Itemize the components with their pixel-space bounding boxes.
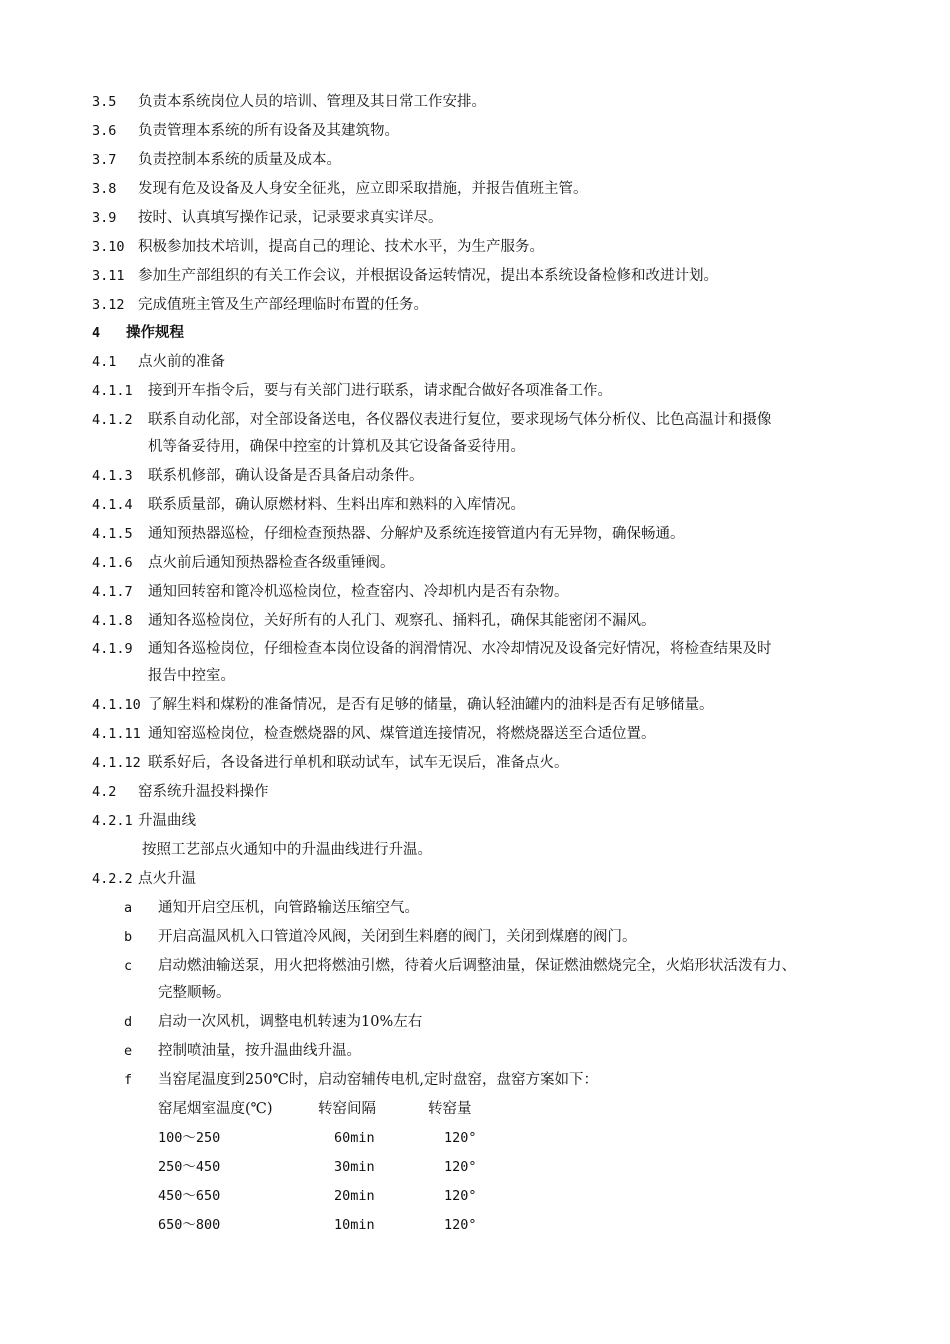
step-b <box>124 927 637 947</box>
table-cell-amount: 120° <box>444 1217 477 1233</box>
clause-4-1 <box>92 352 225 372</box>
section-4-heading <box>92 323 184 343</box>
clause-4-1-2-cont <box>148 437 525 457</box>
step-c-cont <box>158 983 231 1003</box>
clause-text: 接到开车指令后，要与有关部门进行联系，请求配合做好各项准备工作。 <box>148 383 612 399</box>
step-text: 开启高温风机入口管道冷风阀，关闭到生料磨的阀门，关闭到煤磨的阀门。 <box>158 929 637 945</box>
clause-text: 联系自动化部，对全部设备送电，各仪器仪表进行复位，要求现场气体分析仪、比色高温计和摄像 <box>148 412 772 428</box>
clause-text: 完成值班主管及生产部经理临时布置的任务。 <box>138 297 428 313</box>
table-cell-interval: 30min <box>334 1159 375 1175</box>
table-header-temperature: 窑尾烟室温度(℃) <box>158 1101 273 1117</box>
clause-number: 4.1.7 <box>92 584 133 600</box>
clause-4-1-6 <box>92 553 395 573</box>
clause-4-2 <box>92 782 269 802</box>
step-f <box>124 1070 598 1090</box>
step-letter: c <box>124 958 133 974</box>
clause-text: 积极参加技术培训，提高自己的理论、技术水平，为生产服务。 <box>138 239 544 255</box>
clause-4-1-12 <box>92 753 569 773</box>
clause-text: 按时、认真填写操作记录，记录要求真实详尽。 <box>138 210 443 226</box>
clause-text: 联系好后，各设备进行单机和联动试车，试车无误后，准备点火。 <box>148 755 569 771</box>
clause-3-11 <box>92 266 718 286</box>
clause-text: 报告中控室。 <box>148 668 235 684</box>
step-letter: b <box>124 929 133 945</box>
clause-text: 负责本系统岗位人员的培训、管理及其日常工作安排。 <box>138 94 486 110</box>
table-cell-amount: 120° <box>444 1130 477 1146</box>
step-letter: e <box>124 1043 133 1059</box>
clause-4-1-9-cont <box>148 666 235 686</box>
clause-number: 4.1.10 <box>92 697 141 713</box>
clause-number: 4.1.2 <box>92 412 133 428</box>
clause-text: 发现有危及设备及人身安全征兆，应立即采取措施，并报告值班主管。 <box>138 181 588 197</box>
clause-4-1-11 <box>92 724 656 744</box>
clause-text: 了解生料和煤粉的准备情况，是否有足够的储量，确认轻油罐内的油料是否有足够储量。 <box>148 697 714 713</box>
clause-text: 升温曲线 <box>138 813 196 829</box>
table-cell-amount: 120° <box>444 1159 477 1175</box>
table-header-interval: 转窑间隔 <box>318 1101 376 1117</box>
clause-4-1-2 <box>92 410 772 430</box>
clause-number: 4.2.1 <box>92 813 133 829</box>
clause-number: 4.1.4 <box>92 497 133 513</box>
table-cell-interval: 60min <box>334 1130 375 1146</box>
clause-4-1-7 <box>92 582 569 602</box>
clause-text: 点火升温 <box>138 871 196 887</box>
table-cell-temperature: 250～450 <box>158 1159 221 1175</box>
clause-text: 负责管理本系统的所有设备及其建筑物。 <box>138 123 399 139</box>
table-cell-temperature: 650～800 <box>158 1217 221 1233</box>
clause-number: 4.2 <box>92 784 117 800</box>
clause-4-1-4 <box>92 495 525 515</box>
clause-text: 按照工艺部点火通知中的升温曲线进行升温。 <box>142 842 432 858</box>
clause-number: 3.11 <box>92 268 125 284</box>
step-a <box>124 898 419 918</box>
clause-4-2-1 <box>92 811 196 831</box>
clause-number: 4.1.9 <box>92 641 133 657</box>
clause-4-1-9 <box>92 639 772 659</box>
table-cell-interval: 20min <box>334 1188 375 1204</box>
table-cell-temperature: 450～650 <box>158 1188 221 1204</box>
table-cell-amount: 120° <box>444 1188 477 1204</box>
clause-3-10 <box>92 237 544 257</box>
clause-4-2-2 <box>92 869 196 889</box>
clause-text: 负责控制本系统的质量及成本。 <box>138 152 341 168</box>
clause-number: 3.6 <box>92 123 117 139</box>
clause-4-2-1-body <box>142 840 432 860</box>
clause-number: 3.8 <box>92 181 117 197</box>
step-text: 控制喷油量，按升温曲线升温。 <box>158 1043 361 1059</box>
clause-number: 4.1.1 <box>92 383 133 399</box>
clause-number: 4.1 <box>92 354 117 370</box>
clause-text: 点火前后通知预热器检查各级重锤阀。 <box>148 555 395 571</box>
clause-4-1-1 <box>92 381 612 401</box>
table-cell-interval: 10min <box>334 1217 375 1233</box>
step-c <box>124 956 796 976</box>
step-text: 当窑尾温度到250℃时，启动窑辅传电机,定时盘窑，盘窑方案如下： <box>158 1072 599 1088</box>
clause-4-1-3 <box>92 466 424 486</box>
clause-number: 3.5 <box>92 94 117 110</box>
section-title: 操作规程 <box>126 324 184 341</box>
clause-text: 机等备妥待用，确保中控室的计算机及其它设备备妥待用。 <box>148 439 525 455</box>
clause-text: 窑系统升温投料操作 <box>138 784 269 800</box>
clause-number: 4.1.12 <box>92 755 141 771</box>
clause-number: 4.1.6 <box>92 555 133 571</box>
clause-text: 通知各巡检岗位，关好所有的人孔门、观察孔、捅料孔，确保其能密闭不漏风。 <box>148 613 656 629</box>
clause-text: 通知窑巡检岗位，检查燃烧器的风、煤管道连接情况，将燃烧器送至合适位置。 <box>148 726 656 742</box>
step-d <box>124 1012 422 1032</box>
clause-number: 4.1.5 <box>92 526 133 542</box>
clause-number: 4.1.3 <box>92 468 133 484</box>
clause-text: 通知各巡检岗位，仔细检查本岗位设备的润滑情况、水冷却情况及设备完好情况，将检查结果及时 <box>148 641 772 657</box>
clause-3-8 <box>92 179 588 199</box>
table-cell-temperature: 100～250 <box>158 1130 221 1146</box>
clause-number: 4.2.2 <box>92 871 133 887</box>
clause-number: 3.12 <box>92 297 125 313</box>
step-letter: a <box>124 900 133 916</box>
step-text: 通知开启空压机，向管路输送压缩空气。 <box>158 900 419 916</box>
clause-3-9 <box>92 208 443 228</box>
clause-3-7 <box>92 150 341 170</box>
step-e <box>124 1041 361 1061</box>
clause-text: 通知预热器巡检，仔细检查预热器、分解炉及系统连接管道内有无异物，确保畅通。 <box>148 526 685 542</box>
clause-4-1-10 <box>92 695 714 715</box>
step-letter: d <box>124 1014 133 1030</box>
clause-number: 4.1.11 <box>92 726 141 742</box>
clause-number: 3.7 <box>92 152 117 168</box>
clause-3-6 <box>92 121 399 141</box>
clause-number: 3.10 <box>92 239 125 255</box>
clause-text: 联系机修部，确认设备是否具备启动条件。 <box>148 468 424 484</box>
clause-4-1-8 <box>92 611 656 631</box>
clause-number: 4.1.8 <box>92 613 133 629</box>
clause-text: 通知回转窑和篦冷机巡检岗位，检查窑内、冷却机内是否有杂物。 <box>148 584 569 600</box>
step-text: 启动燃油输送泵，用火把将燃油引燃，待着火后调整油量，保证燃油燃烧完全，火焰形状活泼有力、 <box>158 958 796 974</box>
clause-3-12 <box>92 295 428 315</box>
clause-4-1-5 <box>92 524 685 544</box>
table-header-amount: 转窑量 <box>428 1101 472 1117</box>
clause-text: 参加生产部组织的有关工作会议，并根据设备运转情况，提出本系统设备检修和改进计划。 <box>138 268 718 284</box>
clause-number: 3.9 <box>92 210 117 226</box>
section-number: 4 <box>92 325 101 341</box>
clause-text: 点火前的准备 <box>138 354 225 370</box>
step-text: 完整顺畅。 <box>158 985 231 1001</box>
step-text: 启动一次风机，调整电机转速为10%左右 <box>158 1014 423 1030</box>
clause-3-5 <box>92 92 486 112</box>
clause-text: 联系质量部，确认原燃材料、生料出库和熟料的入库情况。 <box>148 497 525 513</box>
step-letter: f <box>124 1072 133 1088</box>
